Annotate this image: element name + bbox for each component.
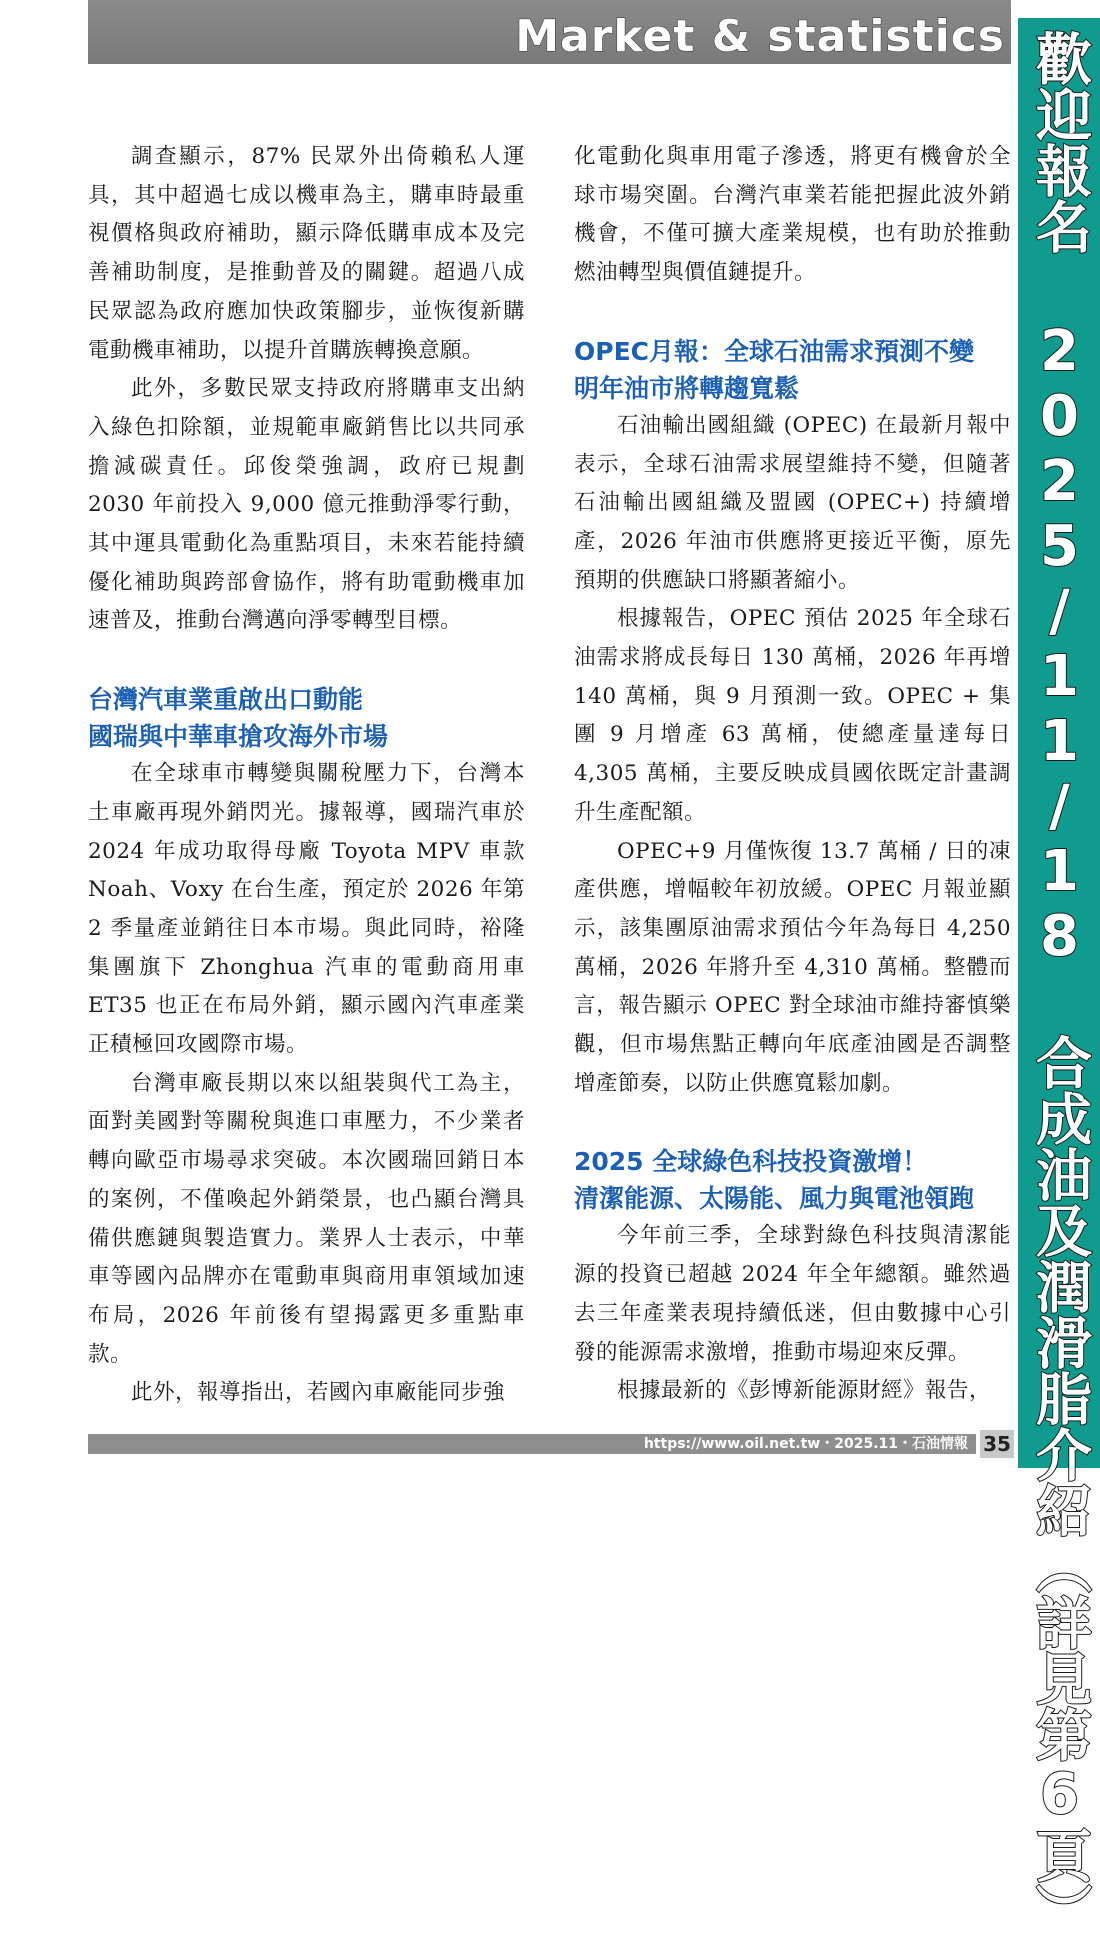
paragraph: 根據最新的《彭博新能源財經》報告，: [617, 1378, 992, 1404]
heading-line: 2025 全球綠色科技投資激增！: [574, 1147, 928, 1177]
paragraph: 在全球車市轉變與關稅壓力下，台灣本土車廠再現外銷閃光。據報導，國瑞汽車於 2024 年成功取得母廠 Toyota MPV 車款 Noah、Voxy 在台生產，預定於 2026 年第 2 季量產並銷往日本市場。與此同時，裕隆集團旗下 Zhonghua 汽車的電動商用車 ET35 也正在布局外銷，顯示國內汽車產業正積極回攻國際市場。: [88, 761, 525, 1058]
event-banner-text: 歡迎報名 2025/11/18 合成油及潤滑脂介紹（詳見第6頁）: [1027, 30, 1092, 1939]
paragraph: 根據報告，OPEC 預估 2025 年全球石油需求將成長每日 130 萬桶，2026 年再增 140 萬桶，與 9 月預測一致。OPEC + 集團 9 月增產 63 萬桶，使總產量達每日 4,305 萬桶，主要反映成員國依既定計畫調升生產配額。: [574, 606, 1011, 825]
paragraph: 此外，多數民眾支持政府將購車支出納入綠色扣除額，並規範車廠銷售比以共同承擔減碳責任。邱俊榮強調，政府已規劃 2030 年前投入 9,000 億元推動淨零行動，其中運具電動化為重點項目，未來若能持續優化補助與跨部會協作，將有助電動機車加速普及，推動台灣邁向淨零轉型目標。: [88, 376, 525, 634]
paragraph: 調查顯示，87% 民眾外出倚賴私人運具，其中超過七成以機車為主，購車時最重視價格與政府補助，顯示降低購車成本及完善補助制度，是推動普及的關鍵。超過八成民眾認為政府應加快政策腳步，並恢復新購電動機車補助，以提升首購族轉換意願。: [88, 144, 525, 363]
header-bar: [88, 0, 1011, 64]
paragraph: 此外，報導指出，若國內車廠能同步強: [131, 1380, 506, 1406]
paragraph: 台灣車廠長期以來以組裝與代工為主，面對美國對等關稅與進口車壓力，不少業者轉向歐亞市場尋求突破。本次國瑞回銷日本的案例，不僅喚起外銷榮景，也凸顯台灣具備供應鏈與製造實力。業界人士表示，中華車等國內品牌亦在電動車與商用車領域加速布局，2026 年前後有望揭露更多重點車款。: [88, 1070, 525, 1367]
footer-text: https://www.oil.net.tw・2025.11・石油情報: [643, 1436, 968, 1452]
section-title: Market & statistics: [515, 11, 1005, 62]
article-heading: [574, 1143, 1011, 1217]
heading-line: 台灣汽車業重啟出口動能: [88, 685, 364, 715]
paragraph: 石油輸出國組織 (OPEC) 在最新月報中表示，全球石油需求展望維持不變，但隨著石油輸出國組織及盟國 (OPEC+) 持續增產，2026 年油市供應將更接近平衡，原先預期的供應缺口將顯著縮小。: [574, 412, 1011, 593]
footer-bar: [88, 1434, 976, 1454]
paragraph: 今年前三季，全球對綠色科技與清潔能源的投資已超越 2024 年全年總額。雖然過去三年產業表現持續低迷，但由數據中心引發的能源需求激增，推動市場迎來反彈。: [574, 1223, 1011, 1365]
paragraph: 化電動化與車用電子滲透，將更有機會於全球市場突圍。台灣汽車業若能把握此波外銷機會，不僅可擴大產業規模，也有助於推動燃油轉型與價值鏈提升。: [574, 144, 1011, 286]
heading-line: 清潔能源、太陽能、風力與電池領跑: [574, 1184, 975, 1214]
event-banner: [1018, 18, 1100, 1939]
page-number: 35: [980, 1430, 1014, 1458]
paragraph: OPEC+9 月僅恢復 13.7 萬桶 / 日的凍產供應，增幅較年初放緩。OPEC 月報並顯示，該集團原油需求預估今年為每日 4,250 萬桶，2026 年將升至 4,310 萬桶。整體而言，報告顯示 OPEC 對全球油市維持審慎樂觀，但市場焦點正轉向年底產油國是否調整增產節奏，以防止供應寬鬆加劇。: [574, 838, 1011, 1096]
heading-line: 明年油市將轉趨寬鬆: [574, 373, 800, 403]
right-column: [574, 138, 1011, 1411]
heading-line: OPEC月報：全球石油需求預測不變: [574, 336, 975, 366]
article-heading: [574, 333, 1011, 407]
heading-line: 國瑞與中華車搶攻海外市場: [88, 722, 389, 752]
article-heading: [88, 681, 525, 755]
left-column: [88, 138, 525, 1413]
